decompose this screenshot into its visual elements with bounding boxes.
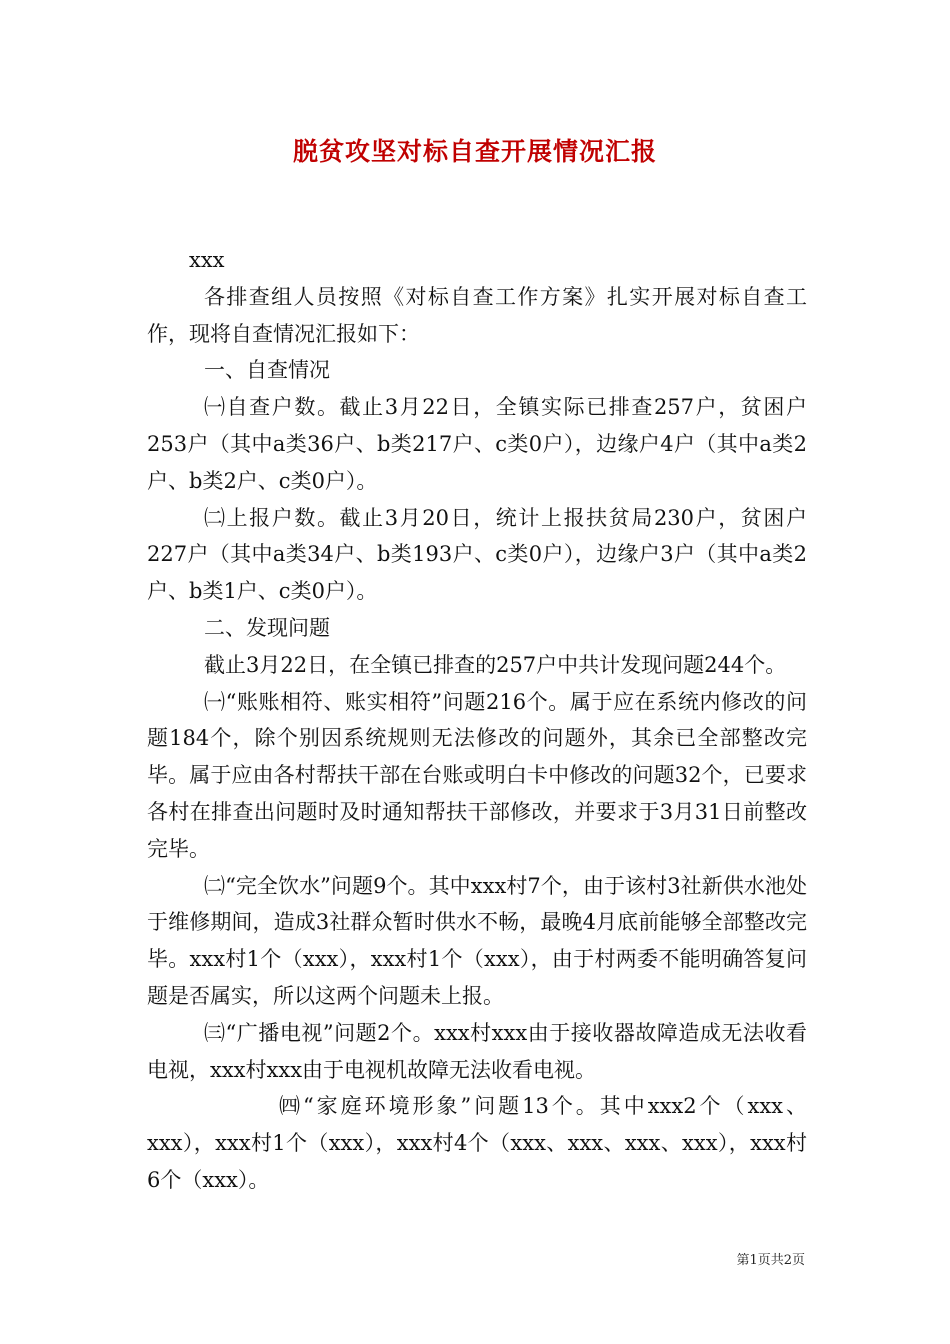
document-body — [147, 242, 807, 1199]
author-line: xxx — [189, 248, 225, 272]
intro-paragraph: 各排查组人员按照《对标自查工作方案》扎实开展对标自查工作，现将自查情况汇报如下： — [147, 284, 807, 346]
page-number: 第1页共2页 — [736, 1253, 805, 1268]
document-title: 脱贫攻坚对标自查开展情况汇报 — [292, 137, 657, 166]
paragraph-tv-problems: ㈢“广播电视”问题2个。xxx村xxx由于接收器故障造成无法收看电视，xxx村xxx由于电视机故障无法收看电视。 — [147, 1020, 807, 1082]
paragraph-home-environment-problems: ㈣“家庭环境形象”问题13个。其中xxx2个（xxx、xxx），xxx村1个（xxx），xxx村4个（xxx、xxx、xxx、xxx），xxx村6个（xxx）。 — [147, 1094, 807, 1192]
paragraph-self-check-count: ㈠自查户数。截止3月22日，全镇实际已排查257户，贫困户253户（其中a类36户、b类217户、c类0户），边缘户4户（其中a类2户、b类2户、c类0户）。 — [147, 395, 807, 493]
paragraph-water-problems: ㈡“完全饮水”问题9个。其中xxx村7个，由于该村3社新供水池处于维修期间，造成3社群众暂时供水不畅，最晚4月底前能够全部整改完毕。xxx村1个（xxx），xxx村1个（xxx），由于村两委不能明确答复问题是否属实，所以这两个问题未上报。 — [147, 873, 807, 1008]
paragraph-ledger-problems: ㈠“账账相符、账实相符”问题216个。属于应在系统内修改的问题184个，除个别因系统规则无法修改的问题外，其余已全部整改完毕。属于应由各村帮扶干部在台账或明白卡中修改的问题32个，已要求各村在排查出问题时及时通知帮扶干部修改，并要求于3月31日前整改完毕。 — [147, 689, 807, 861]
paragraph-reported-count: ㈡上报户数。截止3月20日，统计上报扶贫局230户，贫困户227户（其中a类34户、b类193户、c类0户），边缘户3户（其中a类2户、b类1户、c类0户）。 — [147, 505, 807, 604]
section-heading-2: 二、发现问题 — [204, 615, 330, 640]
section-heading-1: 一、自查情况 — [204, 358, 330, 383]
paragraph-problem-total: 截止3月22日，在全镇已排查的257户中共计发现问题244个。 — [204, 652, 787, 677]
